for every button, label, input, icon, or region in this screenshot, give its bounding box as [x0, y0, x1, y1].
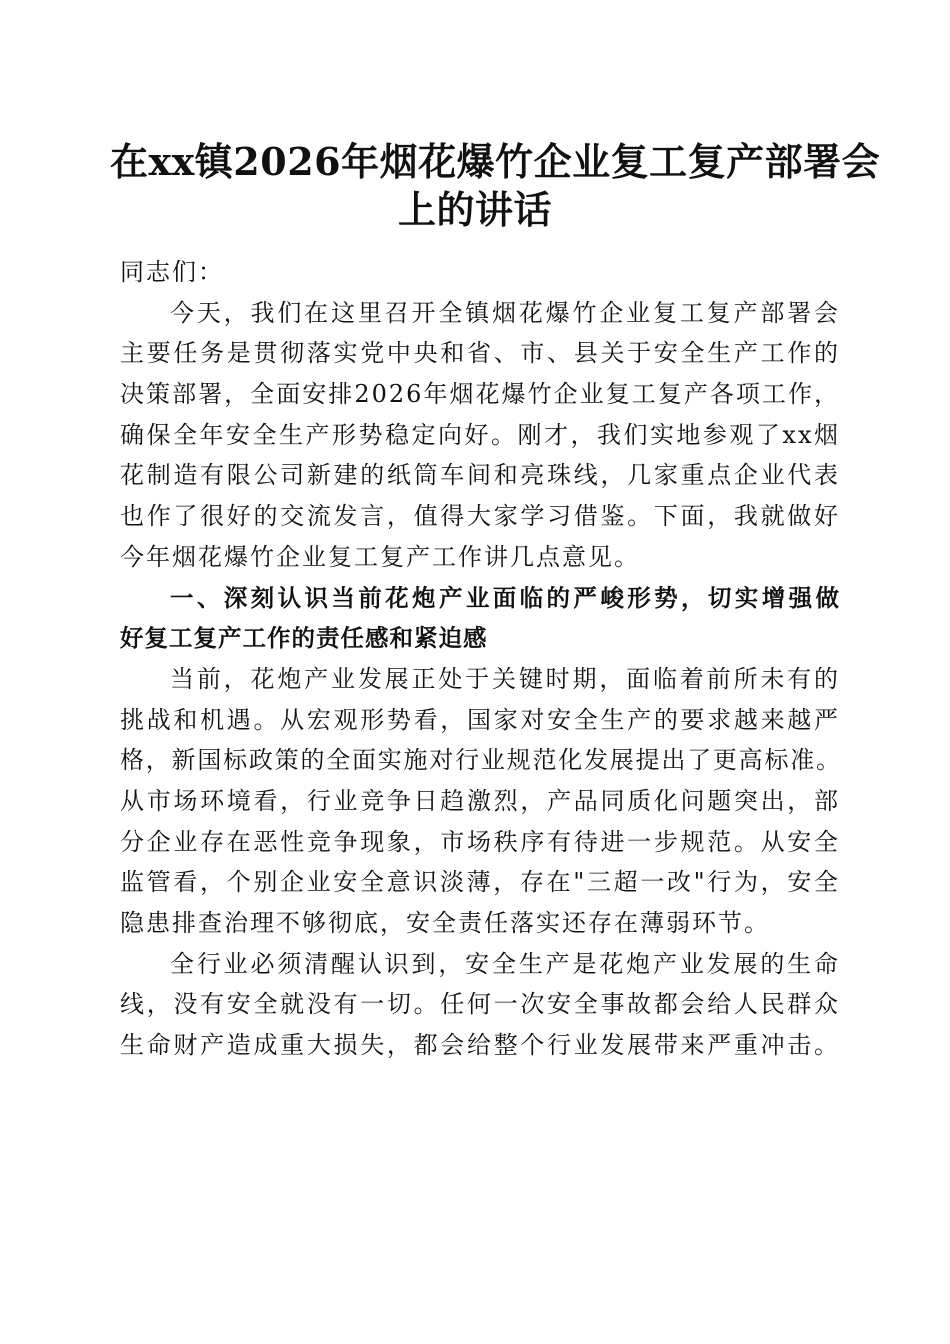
paragraph-1-line-4: 确保全年安全生产形势稳定向好。刚才，我们实地参观了xx烟: [120, 420, 840, 449]
paragraph-2-line-5: 分企业存在恶性竞争现象，市场秩序有待进一步规范。从安全: [120, 827, 840, 856]
title-line-1: 在xx镇2026年烟花爆竹企业复工复产部署会: [110, 139, 881, 184]
paragraph-2-line-7: 隐患排查治理不够彻底，安全责任落实还存在薄弱环节。: [120, 909, 770, 937]
speech-body: [120, 252, 840, 1066]
title-line-2: 上的讲话: [397, 187, 552, 232]
paragraph-1-line-2: 主要任务是贯彻落实党中央和省、市、县关于安全生产工作的: [120, 339, 840, 368]
document-title: [110, 138, 881, 234]
paragraph-1-line-6: 也作了很好的交流发言，值得大家学习借鉴。下面，我就做好: [120, 502, 840, 531]
paragraph-1-line-7: 今年烟花爆竹企业复工复产工作讲几点意见。: [120, 542, 640, 571]
paragraph-1-line-1: 今天，我们在这里召开全镇烟花爆竹企业复工复产部署会: [170, 298, 840, 327]
paragraph-1-line-3: 决策部署，全面安排2026年烟花爆竹企业复工复产各项工作，: [120, 380, 840, 409]
paragraph-3-line-1: 全行业必须清醒认识到，安全生产是花炮产业发展的生命: [170, 949, 840, 978]
paragraph-2-line-1: 当前，花炮产业发展正处于关键时期，面临着前所未有的: [170, 664, 840, 693]
paragraph-2-line-2: 挑战和机遇。从宏观形势看，国家对安全生产的要求越来越严: [120, 705, 840, 734]
paragraph-2-line-4: 从市场环境看，行业竞争日趋激烈，产品同质化问题突出，部: [120, 786, 840, 815]
section-heading-1-line-2: 好复工复产工作的责任感和紧迫感: [120, 624, 488, 653]
paragraph-3-line-2: 线，没有安全就没有一切。任何一次安全事故都会给人民群众: [120, 990, 840, 1019]
paragraph-2-line-3: 格，新国标政策的全面实施对行业规范化发展提出了更高标准。: [120, 746, 840, 775]
paragraph-1-line-5: 花制造有限公司新建的纸筒车间和亮珠线，几家重点企业代表: [120, 461, 840, 490]
salutation: 同志们：: [120, 258, 224, 286]
paragraph-2-line-6: 监管看，个别企业安全意识淡薄，存在"三超一改"行为，安全: [120, 868, 840, 897]
paragraph-3-line-3: 生命财产造成重大损失，都会给整个行业发展带来严重冲击。: [120, 1031, 840, 1060]
section-heading-1-line-1: 一、深刻认识当前花炮产业面临的严峻形势，切实增强做: [170, 583, 840, 612]
